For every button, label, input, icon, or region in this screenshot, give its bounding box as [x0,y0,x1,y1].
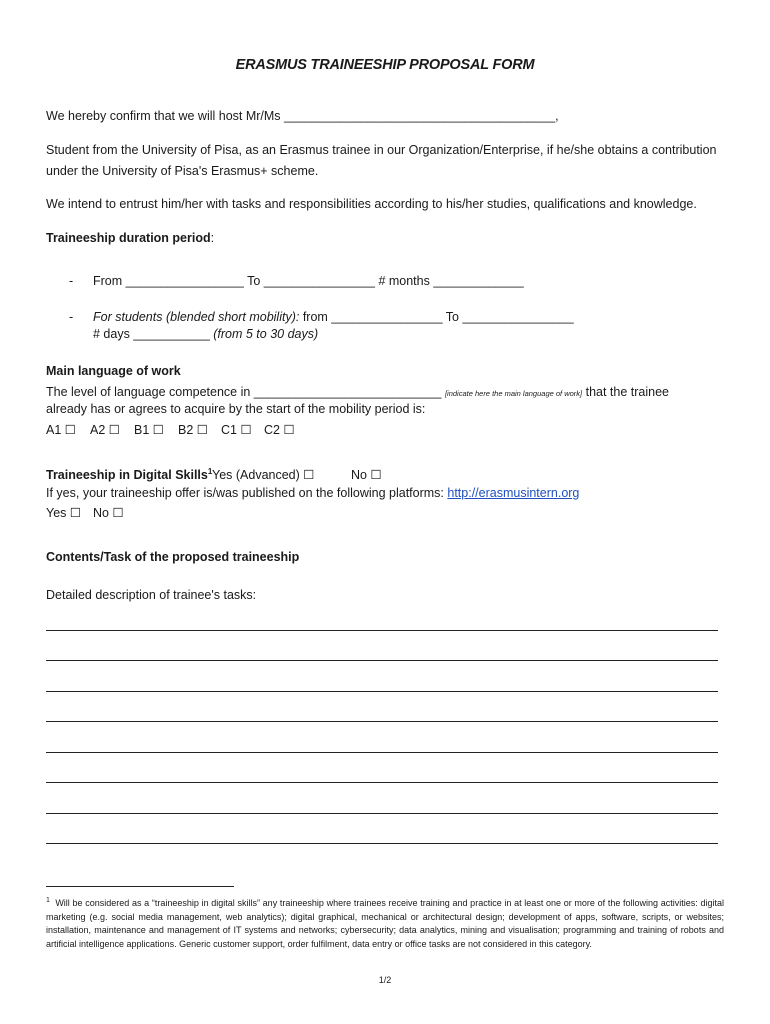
task-description-line[interactable] [46,782,718,783]
task-description-line[interactable] [46,843,718,844]
language-heading: Main language of work [46,364,181,378]
task-description-line[interactable] [46,752,718,753]
task-description-line[interactable] [46,813,718,814]
duration-heading-row [46,230,214,246]
intend-line: We intend to entrust him/her with tasks and responsibilities according to his/her studies, qualifications and knowledge. [46,197,697,211]
level-a2-checkbox[interactable]: A2 ☐ [90,423,120,437]
student-line-1: Student from the University of Pisa, as an Erasmus trainee in our Organization/Enterprise, if he/she obtains a contribution [46,143,717,157]
level-a1-checkbox[interactable]: A1 ☐ [46,423,76,437]
language-hint: [indicate here the main language of work] [444,389,583,398]
page-number: 1/2 [378,975,392,985]
days-label: # days ___________ [93,327,214,341]
digital-no-checkbox[interactable]: No ☐ [351,468,382,482]
digital-heading-row [46,467,212,483]
footnote [46,894,724,951]
level-c1-checkbox[interactable]: C1 ☐ [221,423,252,437]
digital-yes-advanced-checkbox[interactable]: Yes (Advanced) ☐ [212,468,315,482]
days-range-note: (from 5 to 30 days) [213,327,319,341]
task-description-label: Detailed description of trainee's tasks: [46,588,257,602]
published-prefix: If yes, your traineeship offer is/was published on the following platforms: [46,486,448,500]
task-description-line[interactable] [46,630,718,631]
footnote-text: Will be considered as a “traineeship in digital skills” any traineeship where trainees receive training and practice in at least one or more of the following activities: digital marketing (e.g. social media management, web analytics); digital graphical, mechanical or architectural design; development of apps, software, scripts, or websites; installation, maintenance and management of IT systems and networks; cybersecurity; data analytics, mining and visualisation; programming and training of robots and artificial intelligence applications. Generic customer support, order fulfilment, data entry or office tasks are not considered in this category. [46,898,724,949]
duration-heading: Traineeship duration period [46,231,211,245]
language-level-suffix: that the trainee [582,385,669,399]
language-level-line-2: already has or agrees to acquire by the start of the mobility period is: [46,402,426,416]
blended-mobility-line [93,309,574,325]
host-confirmation-line: We hereby confirm that we will host Mr/Ms _______________________________________, [46,109,559,123]
duration-colon: : [210,231,215,245]
digital-heading: Traineeship in Digital Skills [46,468,208,482]
bullet-dash-2: - [69,310,74,324]
language-level-prefix: The level of language competence in ___________________________ [46,385,445,399]
footnote-reference: 1 [207,466,213,476]
erasmusintern-link[interactable]: http://erasmusintern.org [447,486,580,500]
student-line-2: under the University of Pisa's Erasmus+ scheme. [46,164,319,178]
duration-from-line: From _________________ To ________________ # months _____________ [93,274,524,288]
form-title: ERASMUS TRAINEESHIP PROPOSAL FORM [235,57,535,73]
published-yes-checkbox[interactable]: Yes ☐ [46,506,82,520]
published-no-checkbox[interactable]: No ☐ [93,506,124,520]
task-description-line[interactable] [46,660,718,661]
language-level-line-1 [46,384,669,402]
task-description-line[interactable] [46,691,718,692]
footnote-separator [46,886,234,887]
level-b1-checkbox[interactable]: B1 ☐ [134,423,164,437]
days-line [93,326,318,342]
level-b2-checkbox[interactable]: B2 ☐ [178,423,208,437]
contents-heading: Contents/Task of the proposed traineeship [46,550,300,564]
published-platform-line [46,485,579,501]
bullet-dash-1: - [69,274,74,288]
task-description-line[interactable] [46,721,718,722]
footnote-mark: 1 [46,897,50,904]
blended-dates: from ________________ To ________________ [299,310,574,324]
level-c2-checkbox[interactable]: C2 ☐ [264,423,295,437]
blended-label: For students (blended short mobility): [93,310,300,324]
